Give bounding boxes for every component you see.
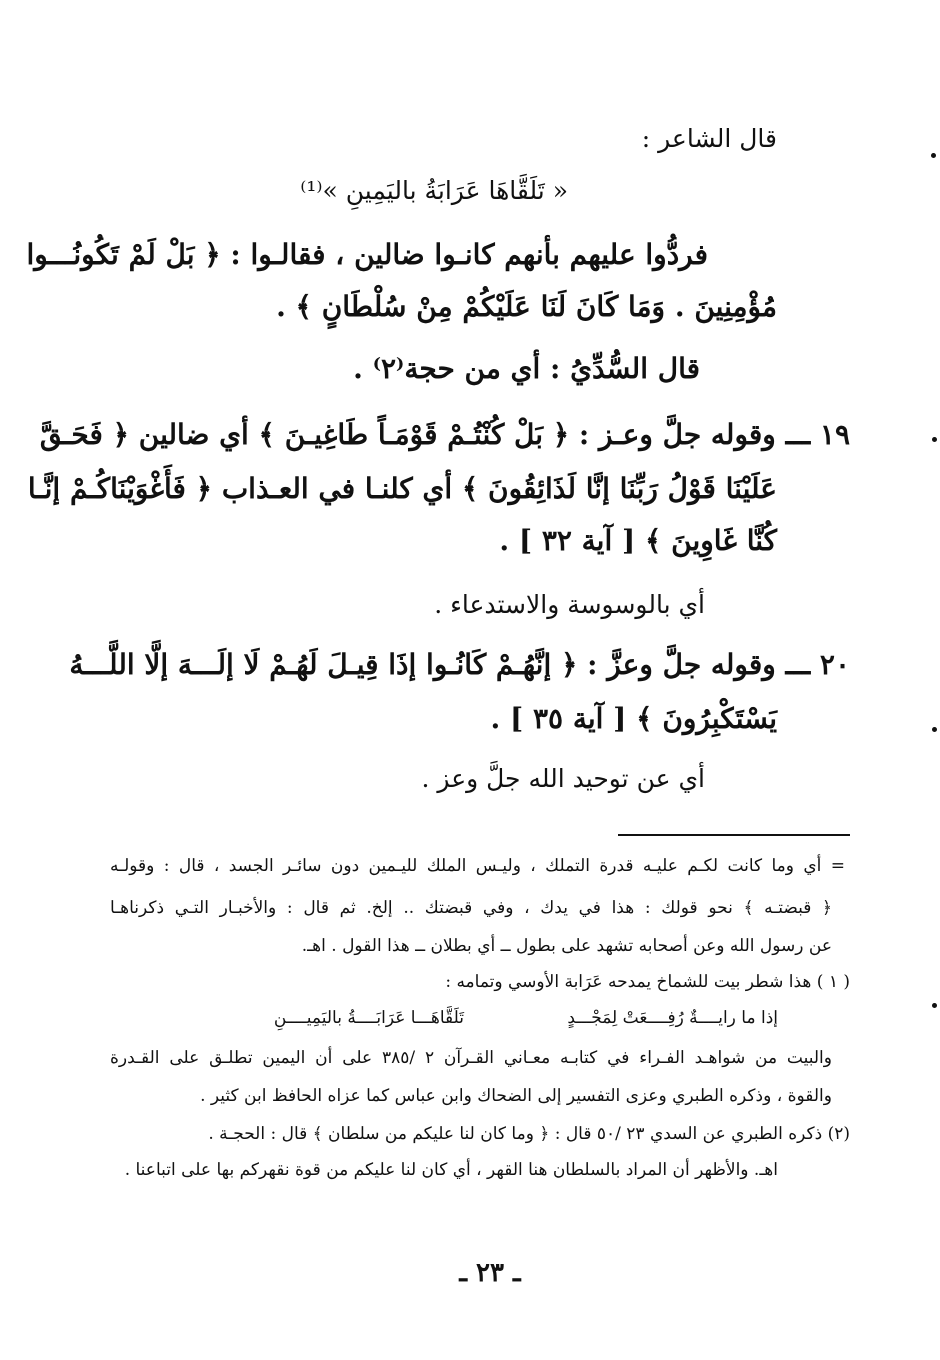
verse-quote-line: « تَلَقَّاهَا عَرَابَةُ باليَمِينِ »⁽¹⁾ — [300, 176, 568, 205]
footnote-line: ﴿ قبضتـه ﴾ نحو قولك : هذا في يدك ، وفي قبضتك .. إلخ. ثم قال : والأخبـار التـي ذكرناهـا — [110, 898, 832, 918]
suddi-quote-line: قال السُّدِّيُ : أي من حجة⁽٢⁾ . — [353, 352, 700, 385]
footnote-separator — [618, 834, 850, 836]
scan-mark — [932, 437, 937, 442]
scan-mark — [932, 727, 937, 732]
footnote-1: ( ١ ) هذا شطر بيت للشماخ يمدحه عَرَابة الأوسي وتمامه : — [445, 972, 850, 992]
poet-intro-line: قال الشاعر : — [641, 124, 777, 153]
explanation-line: أي بالوسوسة والاستدعاء . — [434, 590, 705, 619]
footnote-line: والقوة ، وذكره الطبري وعزى التفسير إلى الضحاك وابن عباس كما عزاه الحافظ ابن كثير . — [200, 1086, 832, 1106]
item-19-line: عَلَيْنَا قَوْلُ رَبِّنَا إنَّا لَذَائِقُونَ ﴾ أي كلنـا في العـذاب ﴿ فَأَغْوَيْنَاكُـمْ إنَّـا — [27, 472, 777, 505]
footnote-line: = أي وما كانت لكـم عليـه قدرة التملك ، وليـس الملك لليـمين دون سائـر الجسد ، قال : وقولـه — [110, 856, 845, 876]
footnote-2: (٢) ذكره الطبري عن السدي ٢٣ /٥٠ قال : ﴿ وما كان لنا عليكم من سلطان ﴾ قال : الحجـة . — [208, 1124, 850, 1144]
scan-mark — [932, 1003, 937, 1008]
explanation-line: أي عن توحيد الله جلَّ وعز . — [421, 764, 705, 793]
paragraph-line: مُؤْمِنِينَ . وَمَا كَانَ لَنَا عَلَيْكُمْ مِنْ سُلْطَانٍ ﴾ . — [276, 290, 777, 323]
item-20-line: ٢٠ ـــ وقوله جلَّ وعزَّ : ﴿ إنَّهُـمْ كَانُـوا إذَا قِيـلَ لَهُـمْ لَا إلَـــهَ إلَّا اللَّـــهُ — [69, 648, 850, 681]
scan-mark — [931, 153, 936, 158]
footnote-verse-first-half: إذا ما رايــــةٌ رُفِــــعَتْ لِمَجْـــدٍ — [567, 1008, 778, 1028]
footnote-verse-second-half: تَلَقَّاهَـــا عَرَابَــــةُ باليَمِيــــنِ — [273, 1008, 464, 1028]
footnote-line: عن رسول الله وعن أصحابه تشهد على بطول ــ أي بطلان ــ هذا القول . اهـ. — [301, 936, 832, 956]
paragraph-line: فردُّوا عليهم بأنهم كانـوا ضالين ، فقالـوا : ﴿ بَلْ لَمْ تَكُونُـــوا — [26, 238, 708, 271]
footnote-line: اهـ. والأظهر أن المراد بالسلطان هنا القهر ، أي كان لنا عليكم من قوة نقهركم بها على اتباعنا . — [124, 1160, 778, 1180]
item-20-line: يَسْتَكْبِرُونَ ﴾ [ آية ٣٥ ] . — [490, 702, 777, 735]
item-19-line: كُنَّا غَاوِينَ ﴾ [ آية ٣٢ ] . — [499, 524, 777, 557]
page-number: ـ ٢٣ ـ — [459, 1258, 521, 1288]
footnote-line: والبيت من شواهـد الفـراء في كتابـه معـاني القـرآن ٢ /٣٨٥ على أن اليمين تطلـق على القـدرة — [110, 1048, 832, 1068]
item-19-line: ١٩ ـــ وقوله جلَّ وعـز : ﴿ بَلْ كُنْتُـمْ قَوْمَـاً طَاغِيـنَ ﴾ أي ضالين ﴿ فَحَـقَّ — [39, 418, 850, 451]
